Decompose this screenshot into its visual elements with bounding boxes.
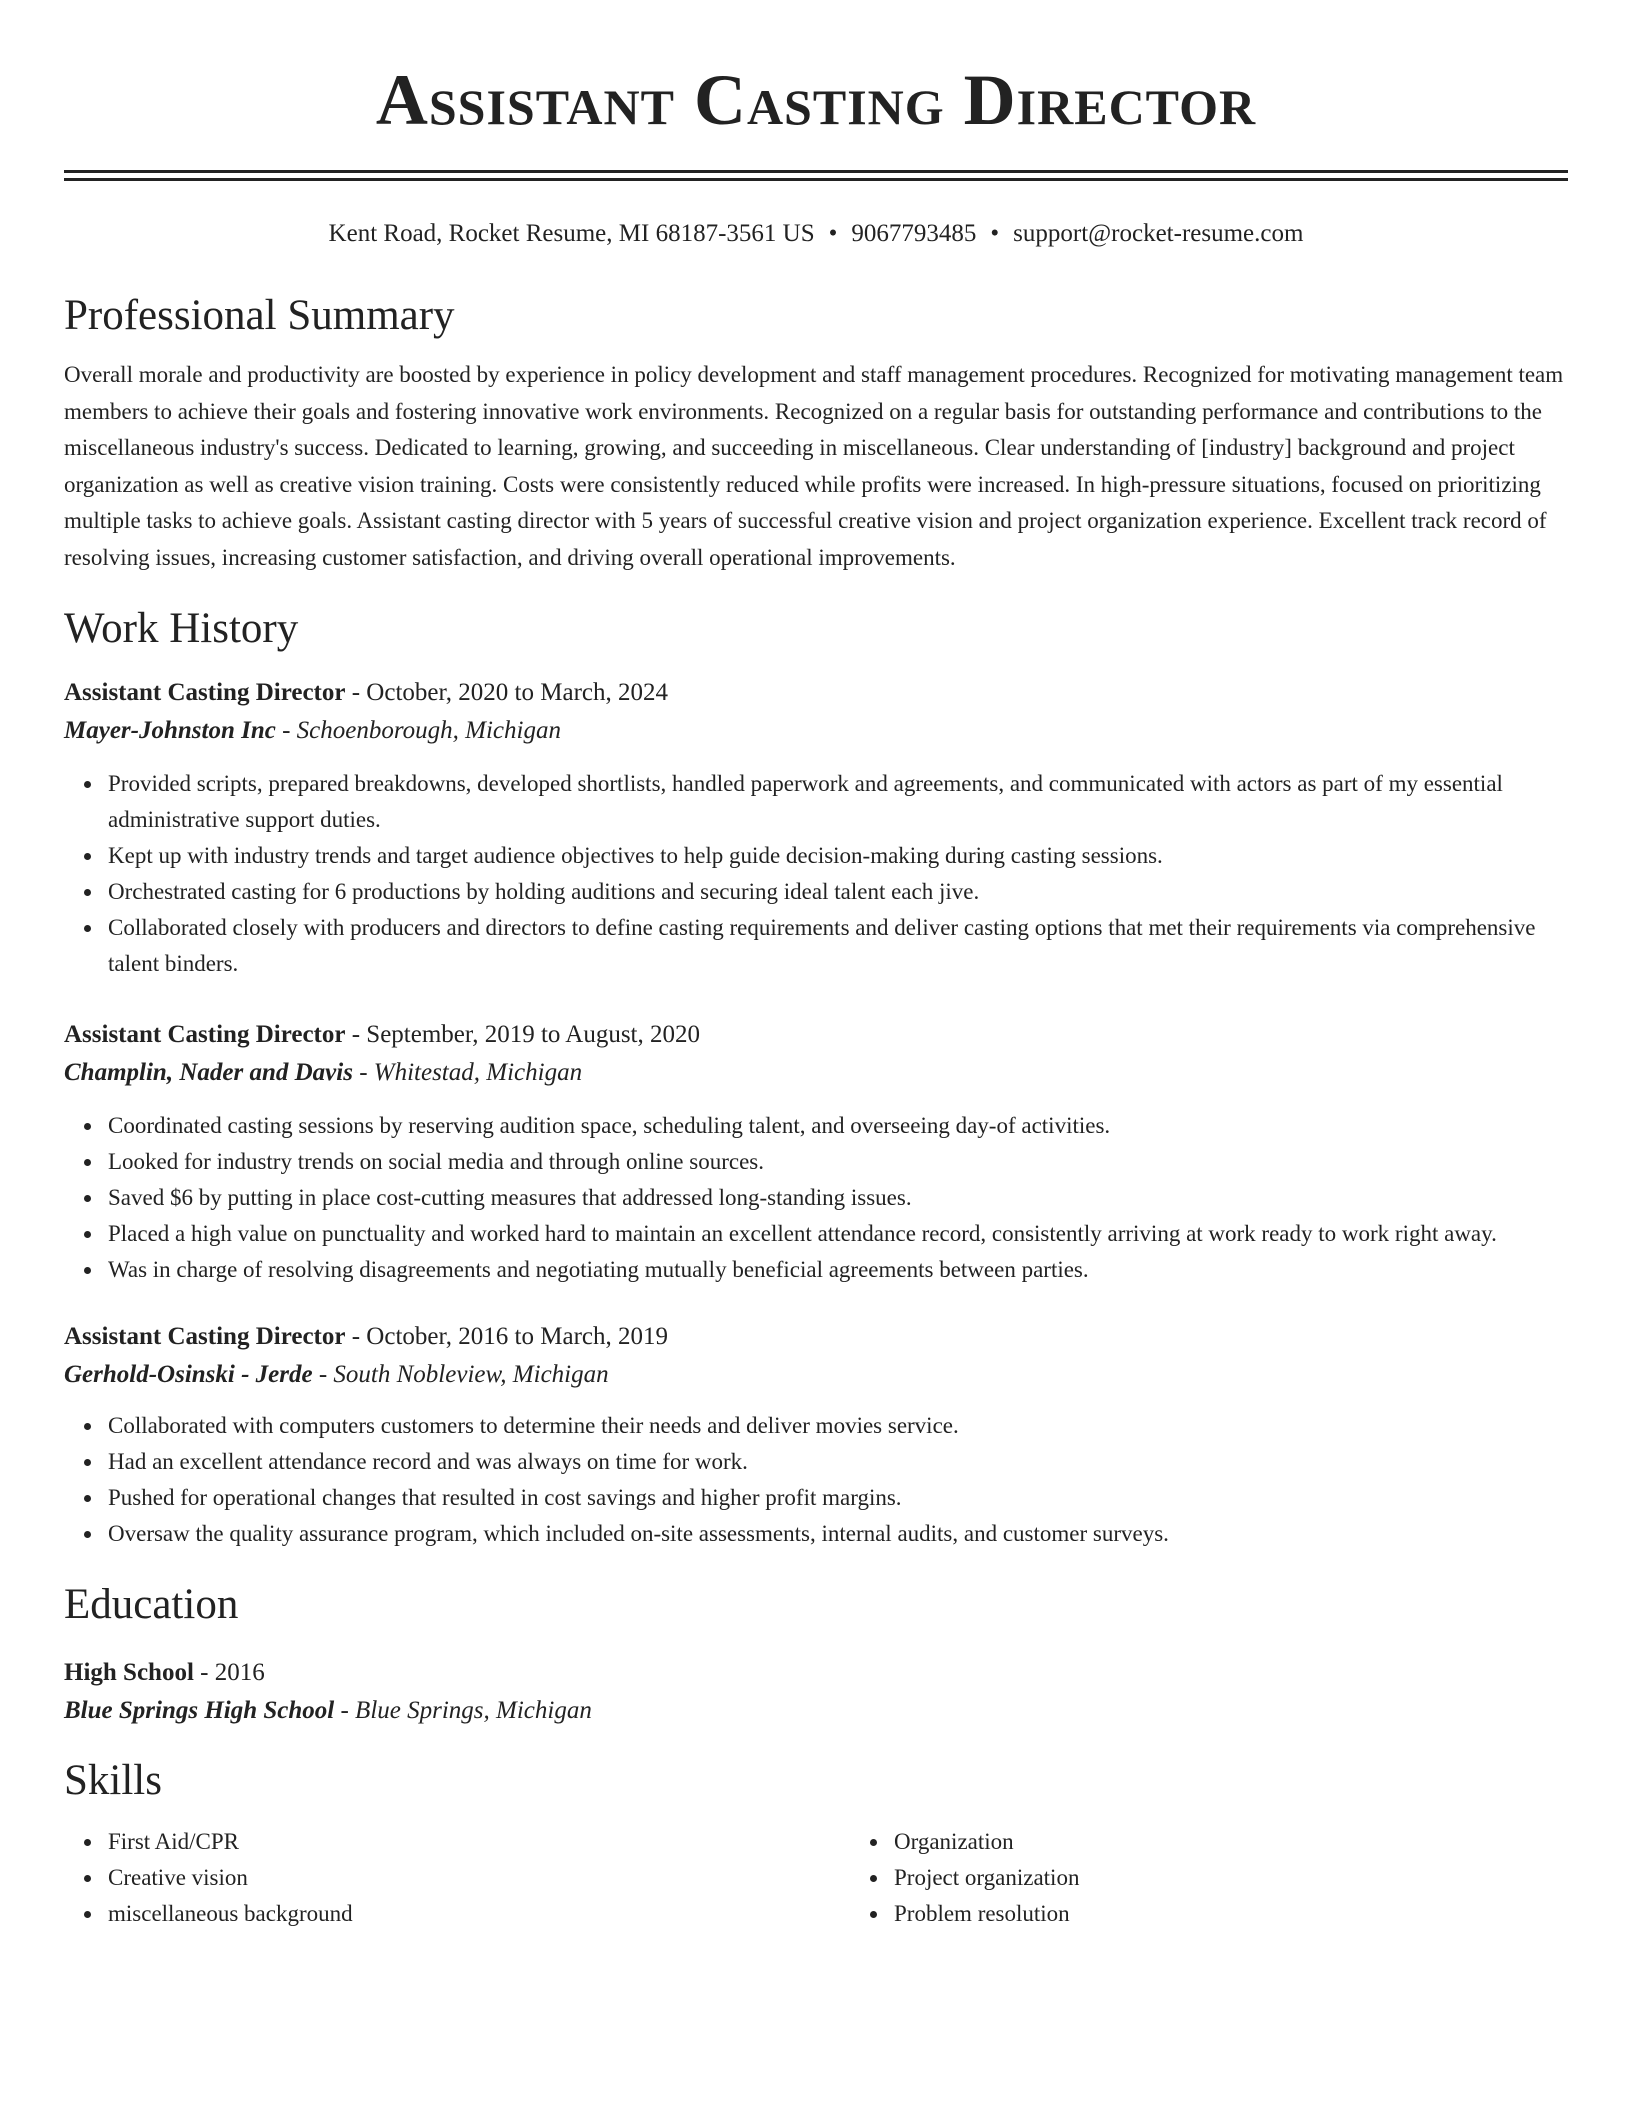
- job-dates: - September, 2019 to August, 2020: [345, 1021, 700, 1048]
- school-line: [64, 1692, 1568, 1730]
- list-item: Collaborated with computers customers to determine their needs and deliver movies service.: [108, 1408, 1568, 1444]
- skill-item: First Aid/CPR: [108, 1824, 850, 1860]
- list-item: Provided scripts, prepared breakdowns, developed shortlists, handled paperwork and agreements, and communicated with actors as part of my essential administrative support duties.: [108, 766, 1568, 838]
- degree-line: [64, 1654, 1568, 1692]
- skill-item: Creative vision: [108, 1860, 850, 1896]
- contact-address: Kent Road, Rocket Resume, MI 68187-3561 US: [328, 220, 815, 247]
- job-bullets: [64, 766, 1568, 982]
- header-divider-thick: [64, 170, 1568, 173]
- job-title: Assistant Casting Director: [64, 1021, 346, 1048]
- job-company-line: [64, 1054, 1568, 1092]
- resume-title: Assistant Casting Director: [375, 60, 1257, 140]
- job-bullets: [64, 1408, 1568, 1552]
- education-section: [64, 1578, 1568, 1730]
- contact-email[interactable]: support@rocket-resume.com: [1013, 220, 1304, 247]
- job-title-line: [64, 1318, 1568, 1356]
- summary-section: [64, 289, 1568, 576]
- job-entry: [64, 1016, 1568, 1288]
- job-company: Champlin, Nader and Davis: [64, 1059, 353, 1086]
- skills-section: [64, 1754, 1568, 1932]
- job-title-line: [64, 674, 1568, 712]
- list-item: Orchestrated casting for 6 productions by holding auditions and securing ideal talent each jive.: [108, 874, 1568, 910]
- education-entry: [64, 1654, 1568, 1730]
- skill-item: Problem resolution: [894, 1896, 1079, 1932]
- job-location: - South Nobleview, Michigan: [312, 1361, 609, 1388]
- work-history-section: [64, 602, 1568, 1552]
- job-entry: [64, 1318, 1568, 1552]
- school-location: - Blue Springs, Michigan: [334, 1697, 592, 1724]
- job-company: Mayer-Johnston Inc: [64, 717, 276, 744]
- contact-separator: •: [990, 220, 1000, 247]
- job-location: - Schoenborough, Michigan: [275, 717, 561, 744]
- list-item: Pushed for operational changes that resulted in cost savings and higher profit margins.: [108, 1480, 1568, 1516]
- job-bullets: [64, 1108, 1568, 1288]
- job-title-line: [64, 1016, 1568, 1054]
- job-company: Gerhold-Osinski - Jerde: [64, 1361, 313, 1388]
- summary-text: Overall morale and productivity are boosted by experience in policy development and staff management procedures. Recognized for motivating management team members to achieve their goals and fostering innovative work environments. Recognized on a regular basis for outstanding performance and contributions to the miscellaneous industry's success. Dedicated to learning, growing, and succeeding in miscellaneous. Clear understanding of [industry] background and project organization as well as creative vision training. Costs were consistently reduced while profits were increased. In high-pressure situations, focused on prioritizing multiple tasks to achieve goals. Assistant casting director with 5 years of successful creative vision and project organization experience. Excellent track record of resolving issues, increasing customer satisfaction, and driving overall operational improvements.: [64, 362, 1564, 570]
- skills-grid: [64, 1824, 1568, 1932]
- job-title: Assistant Casting Director: [64, 679, 346, 706]
- job-dates: - October, 2016 to March, 2019: [345, 1323, 669, 1350]
- list-item: Collaborated closely with producers and directors to define casting requirements and deliver casting options that met their requirements via comprehensive talent binders.: [108, 910, 1568, 982]
- job-dates: - October, 2020 to March, 2024: [345, 679, 669, 706]
- list-item: Placed a high value on punctuality and worked hard to maintain an excellent attendance record, consistently arriving at work ready to work right away.: [108, 1216, 1568, 1252]
- header-divider-thin: [64, 178, 1568, 181]
- skill-item: Organization: [894, 1824, 1079, 1860]
- work-history-heading: Work History: [64, 605, 299, 652]
- job-entry: [64, 674, 1568, 982]
- job-company-line: [64, 712, 1568, 750]
- skills-heading: Skills: [64, 1757, 162, 1804]
- list-item: Coordinated casting sessions by reserving audition space, scheduling talent, and overseeing day-of activities.: [108, 1108, 1568, 1144]
- education-heading: Education: [64, 1581, 239, 1628]
- summary-heading: Professional Summary: [64, 292, 455, 339]
- job-title: Assistant Casting Director: [64, 1323, 346, 1350]
- list-item: Had an excellent attendance record and was always on time for work.: [108, 1444, 1568, 1480]
- skills-column-left: [64, 1824, 850, 1932]
- skills-column-right: [850, 1824, 1079, 1932]
- contact-line: [64, 217, 1568, 251]
- skill-item: miscellaneous background: [108, 1896, 850, 1932]
- skill-item: Project organization: [894, 1860, 1079, 1896]
- graduation-year: - 2016: [193, 1659, 265, 1686]
- contact-separator: •: [828, 220, 838, 247]
- list-item: Was in charge of resolving disagreements and negotiating mutually beneficial agreements between parties.: [108, 1252, 1568, 1288]
- contact-phone: 9067793485: [851, 220, 977, 247]
- list-item: Oversaw the quality assurance program, which included on-site assessments, internal audits, and customer surveys.: [108, 1516, 1568, 1552]
- degree: High School: [64, 1659, 194, 1686]
- list-item: Saved $6 by putting in place cost-cutting measures that addressed long-standing issues.: [108, 1180, 1568, 1216]
- list-item: Looked for industry trends on social media and through online sources.: [108, 1144, 1568, 1180]
- list-item: Kept up with industry trends and target audience objectives to help guide decision-making during casting sessions.: [108, 838, 1568, 874]
- job-location: - Whitestad, Michigan: [352, 1059, 583, 1086]
- school-name: Blue Springs High School: [64, 1697, 335, 1724]
- job-company-line: [64, 1356, 1568, 1394]
